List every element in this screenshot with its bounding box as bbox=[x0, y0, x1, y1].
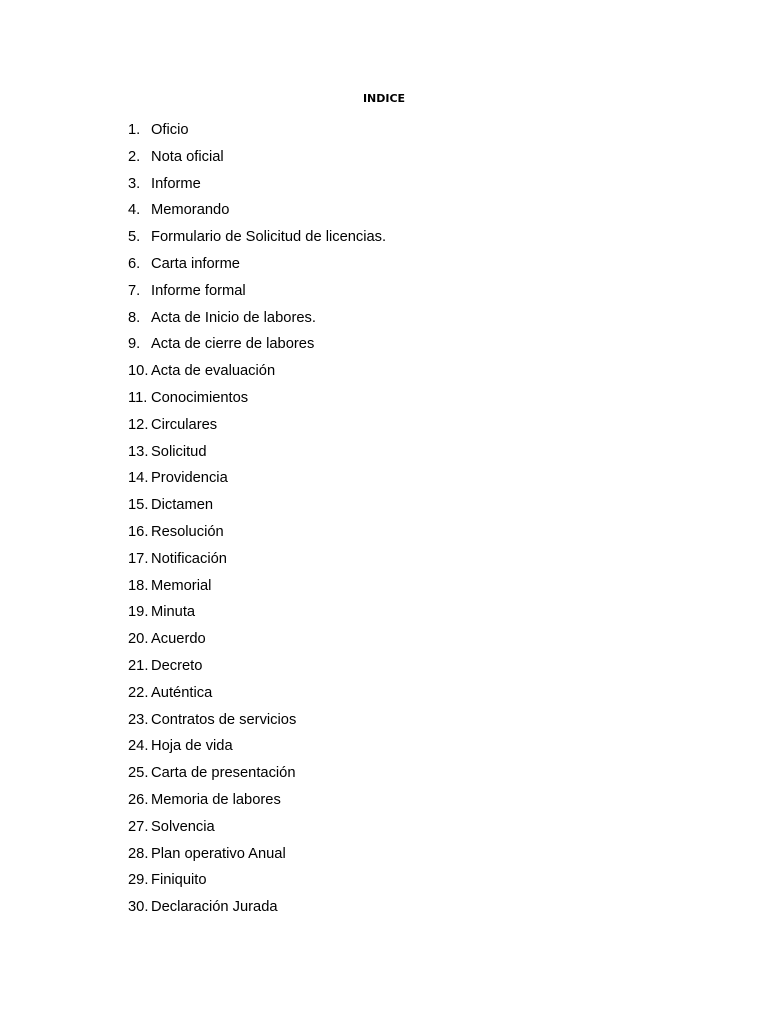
list-item-label: Acta de cierre de labores bbox=[151, 336, 315, 353]
list-item bbox=[128, 117, 386, 144]
list-item bbox=[128, 814, 386, 841]
index-list bbox=[128, 117, 386, 921]
list-item-label: Memorando bbox=[151, 202, 230, 219]
list-item-number: 18. bbox=[128, 577, 149, 594]
list-item-number: 15. bbox=[128, 497, 149, 514]
list-item bbox=[128, 278, 386, 305]
list-item-label: Finiquito bbox=[151, 872, 207, 889]
list-item-number: 12. bbox=[128, 416, 149, 433]
list-item-number: 26. bbox=[128, 791, 149, 808]
list-item-number: 10. bbox=[128, 363, 149, 380]
list-item-number: 25. bbox=[128, 765, 149, 782]
list-item-number: 28. bbox=[128, 845, 149, 862]
list-item-number: 2. bbox=[128, 148, 141, 165]
list-item-number: 20. bbox=[128, 631, 149, 648]
list-item-number: 8. bbox=[128, 309, 141, 326]
list-item-label: Solvencia bbox=[151, 818, 215, 835]
list-item-label: Informe formal bbox=[151, 282, 246, 299]
list-item-number: 30. bbox=[128, 899, 149, 916]
list-item-label: Contratos de servicios bbox=[151, 711, 297, 728]
list-item-number: 13. bbox=[128, 443, 149, 460]
list-item bbox=[128, 197, 386, 224]
list-item-label: Carta informe bbox=[151, 255, 240, 272]
list-item-number: 9. bbox=[128, 336, 141, 353]
list-item-label: Providencia bbox=[151, 470, 228, 487]
list-item-number: 6. bbox=[128, 255, 141, 272]
list-item bbox=[128, 144, 386, 171]
list-item-label: Formulario de Solicitud de licencias. bbox=[151, 229, 387, 246]
list-item-label: Notificación bbox=[151, 550, 227, 567]
list-item-number: 21. bbox=[128, 657, 149, 674]
list-item-number: 23. bbox=[128, 711, 149, 728]
list-item bbox=[128, 171, 386, 198]
list-item bbox=[128, 251, 386, 278]
list-item bbox=[128, 385, 386, 412]
list-item bbox=[128, 519, 386, 546]
list-item-label: Declaración Jurada bbox=[151, 899, 278, 916]
list-item bbox=[128, 760, 386, 787]
list-item bbox=[128, 599, 386, 626]
list-item-label: Memoria de labores bbox=[151, 791, 281, 808]
list-item-number: 16. bbox=[128, 523, 149, 540]
list-item bbox=[128, 224, 386, 251]
list-item bbox=[128, 707, 386, 734]
list-item-number: 1. bbox=[128, 122, 141, 138]
list-item-label: Acta de Inicio de labores. bbox=[151, 309, 316, 326]
list-item-number: 29. bbox=[128, 872, 149, 889]
list-item bbox=[128, 546, 386, 573]
list-item bbox=[128, 331, 386, 358]
list-item-number: 11. bbox=[128, 389, 148, 406]
list-item-label: Minuta bbox=[151, 604, 196, 621]
list-item bbox=[128, 358, 386, 385]
list-item-label: Acta de evaluación bbox=[151, 363, 276, 380]
list-item bbox=[128, 867, 386, 894]
list-item bbox=[128, 841, 386, 868]
list-item-number: 22. bbox=[128, 684, 149, 701]
list-item-label: Decreto bbox=[151, 657, 203, 674]
list-item-label: Informe bbox=[151, 175, 201, 192]
list-item bbox=[128, 653, 386, 680]
list-item-label: Solicitud bbox=[151, 443, 207, 460]
list-item-label: Plan operativo Anual bbox=[151, 845, 286, 862]
list-item-label: Nota oficial bbox=[151, 148, 224, 165]
list-item bbox=[128, 680, 386, 707]
list-item-number: 19. bbox=[128, 604, 149, 621]
list-item bbox=[128, 305, 386, 332]
list-item-number: 5. bbox=[128, 229, 141, 246]
list-item bbox=[128, 492, 386, 519]
list-item bbox=[128, 894, 386, 921]
list-item-label: Conocimientos bbox=[151, 389, 249, 406]
list-item bbox=[128, 412, 386, 439]
document-title: INDICE bbox=[362, 92, 406, 105]
list-item-number: 27. bbox=[128, 818, 149, 835]
list-item-label: Oficio bbox=[151, 122, 189, 138]
list-item-number: 3. bbox=[128, 175, 141, 192]
list-item-label: Carta de presentación bbox=[151, 765, 296, 782]
list-item-label: Auténtica bbox=[151, 684, 213, 701]
list-item-number: 24. bbox=[128, 738, 149, 755]
list-item-number: 17. bbox=[128, 550, 149, 567]
list-item-label: Hoja de vida bbox=[151, 738, 233, 755]
list-item bbox=[128, 626, 386, 653]
list-item-label: Resolución bbox=[151, 523, 224, 540]
list-item-number: 7. bbox=[128, 282, 141, 299]
list-item-number: 4. bbox=[128, 202, 141, 219]
list-item-number: 14. bbox=[128, 470, 149, 487]
list-item bbox=[128, 465, 386, 492]
list-item bbox=[128, 439, 386, 466]
list-item bbox=[128, 573, 386, 600]
list-item bbox=[128, 787, 386, 814]
list-item-label: Dictamen bbox=[151, 497, 214, 514]
list-item-label: Memorial bbox=[151, 577, 212, 594]
list-item bbox=[128, 733, 386, 760]
list-item-label: Circulares bbox=[151, 416, 218, 433]
list-item-label: Acuerdo bbox=[151, 631, 206, 648]
